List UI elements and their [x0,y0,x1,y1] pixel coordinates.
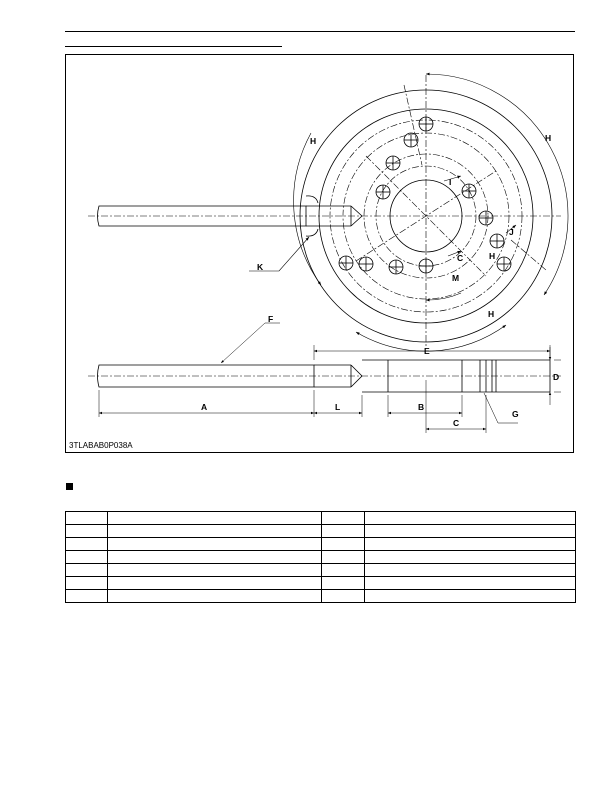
hole [404,133,418,147]
pin-side-view [88,360,561,392]
label-k: K [257,262,264,272]
label-a: A [201,402,208,412]
label-h-left: H [310,136,317,146]
hole [490,234,504,248]
table-row [66,525,576,538]
spec-table [65,511,576,603]
section-bullet [66,483,73,490]
table-row [66,564,576,577]
table-cell [322,525,365,538]
label-m: M [452,273,460,283]
label-f: F [268,314,274,324]
hole [419,117,433,131]
table-cell [108,525,322,538]
label-j: J [509,227,514,237]
dimension-arc-m [426,293,461,300]
hole [497,257,511,271]
table-cell [66,512,108,525]
table-cell [66,564,108,577]
label-c-top: C [457,253,464,263]
table-cell [66,525,108,538]
table-cell [108,551,322,564]
label-h-right: H [545,133,552,143]
figure-code: 3TLABAB0P038A [69,441,133,450]
hole [386,156,400,170]
table-cell [108,512,322,525]
table-cell [365,564,576,577]
table-cell [365,551,576,564]
bolt-holes [339,117,511,274]
hole [339,256,353,270]
table-cell [322,577,365,590]
label-c-bottom: C [453,418,460,428]
table-cell [365,538,576,551]
table-cell [108,538,322,551]
label-i: I [449,177,452,187]
header-rule-top [65,31,575,32]
label-e: E [424,346,430,356]
table-row [66,551,576,564]
label-h-bottom: H [488,309,495,319]
table-cell [66,590,108,603]
dimension-arc-h-left [294,133,321,285]
tool-drawing-figure [65,54,574,453]
header-rule-short [65,46,282,47]
table-cell [365,577,576,590]
spec-table-body [66,512,576,603]
table-cell [66,551,108,564]
table-cell [322,538,365,551]
table-row [66,577,576,590]
hole [359,257,373,271]
table-cell [108,590,322,603]
table-cell [365,525,576,538]
table-row [66,538,576,551]
table-cell [365,512,576,525]
table-cell [108,577,322,590]
table-cell [322,590,365,603]
table-cell [322,551,365,564]
label-h-inner: H [489,251,496,261]
hole [479,211,493,225]
table-row [66,590,576,603]
table-cell [66,538,108,551]
tool-drawing-svg [66,55,575,454]
label-g: G [512,409,519,419]
table-row [66,512,576,525]
table-cell [322,512,365,525]
hole [419,259,433,273]
hole [376,185,390,199]
table-cell [322,564,365,577]
label-d: D [553,372,560,382]
label-b: B [418,402,425,412]
hole [389,260,403,274]
table-cell [66,577,108,590]
table-cell [365,590,576,603]
table-cell [108,564,322,577]
label-l: L [335,402,341,412]
hole [462,184,476,198]
dimension-arc-h-bottom [356,325,506,351]
